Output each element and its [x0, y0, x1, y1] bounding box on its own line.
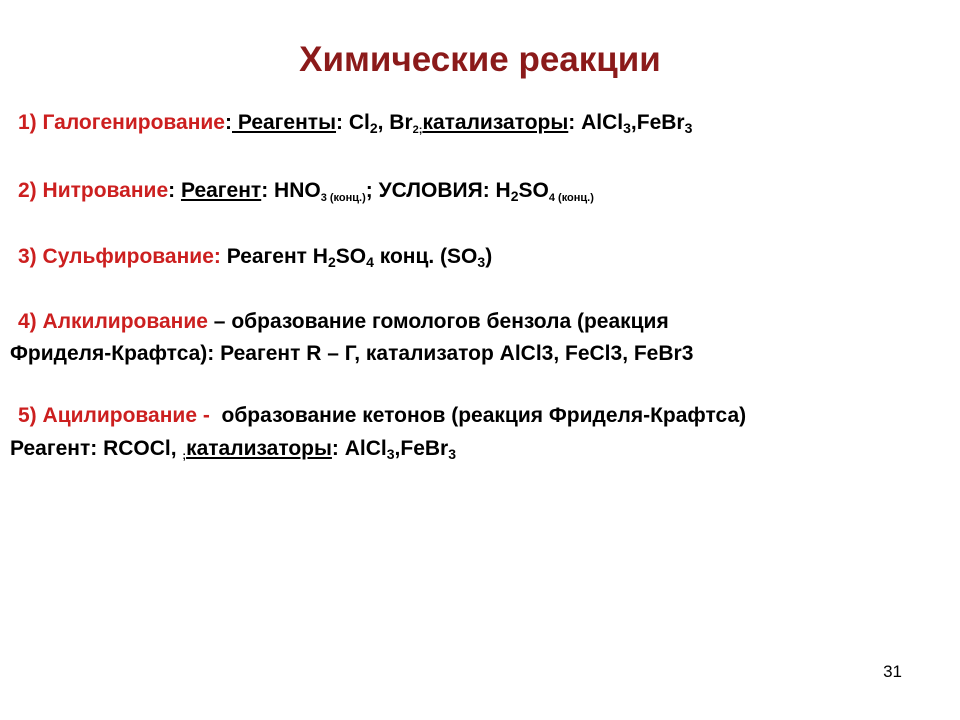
item-number: 4) — [18, 310, 37, 333]
item-number: 2) — [18, 179, 37, 202]
slide-title: Химические реакции — [299, 40, 661, 79]
reaction-name: Нитрование — [42, 179, 169, 202]
item-acylation: 5) Ацилирование - образование кетонов (реакция Фриделя-Крафтса) — [18, 404, 747, 427]
reaction-name: Алкилирование — [42, 310, 208, 333]
item-alkylation-continued: Фриделя-Крафтса): Реагент R – Г, катализатор AlCl3, FeCl3, FeBr3 — [10, 342, 694, 365]
catalysts-label: катализаторы — [422, 111, 569, 134]
item-alkylation: 4) Алкилирование – образование гомологов бензола (реакция — [18, 310, 669, 333]
catalysts-label: катализаторы — [186, 437, 332, 460]
item-number: 3) — [18, 245, 37, 268]
reaction-name: Ацилирование - — [42, 404, 210, 427]
page-number: 31 — [883, 662, 902, 681]
item-nitration: 2) Нитрование: Реагент: $HNO_{3 (конц.)}$; УСЛОВИЯ: $H_2SO_{4 (конц.)}$ — [18, 179, 594, 204]
item-sulfonation: 3) Сульфирование: Реагент $H_2SO_4$ конц. $(SO_3)$ — [18, 245, 493, 270]
reagents-label: Реагенты — [232, 111, 337, 134]
item-halogenation: 1) Галогенирование: Реагенты: $Cl_2$, $Br_{2;}катализаторы$: AlCl$_3$,FeBr$_3$ — [18, 111, 693, 136]
reagent-label: Реагент — [180, 179, 262, 202]
item-number: 1) — [18, 111, 37, 134]
reaction-name: Галогенирование — [42, 111, 225, 134]
item-acylation-continued: Реагент: RCOCl, $_;$катализаторы: AlCl$_3$,FeBr$_3$ — [10, 437, 457, 462]
reaction-name: Сульфирование: — [42, 245, 221, 268]
item-number: 5) — [18, 404, 37, 427]
